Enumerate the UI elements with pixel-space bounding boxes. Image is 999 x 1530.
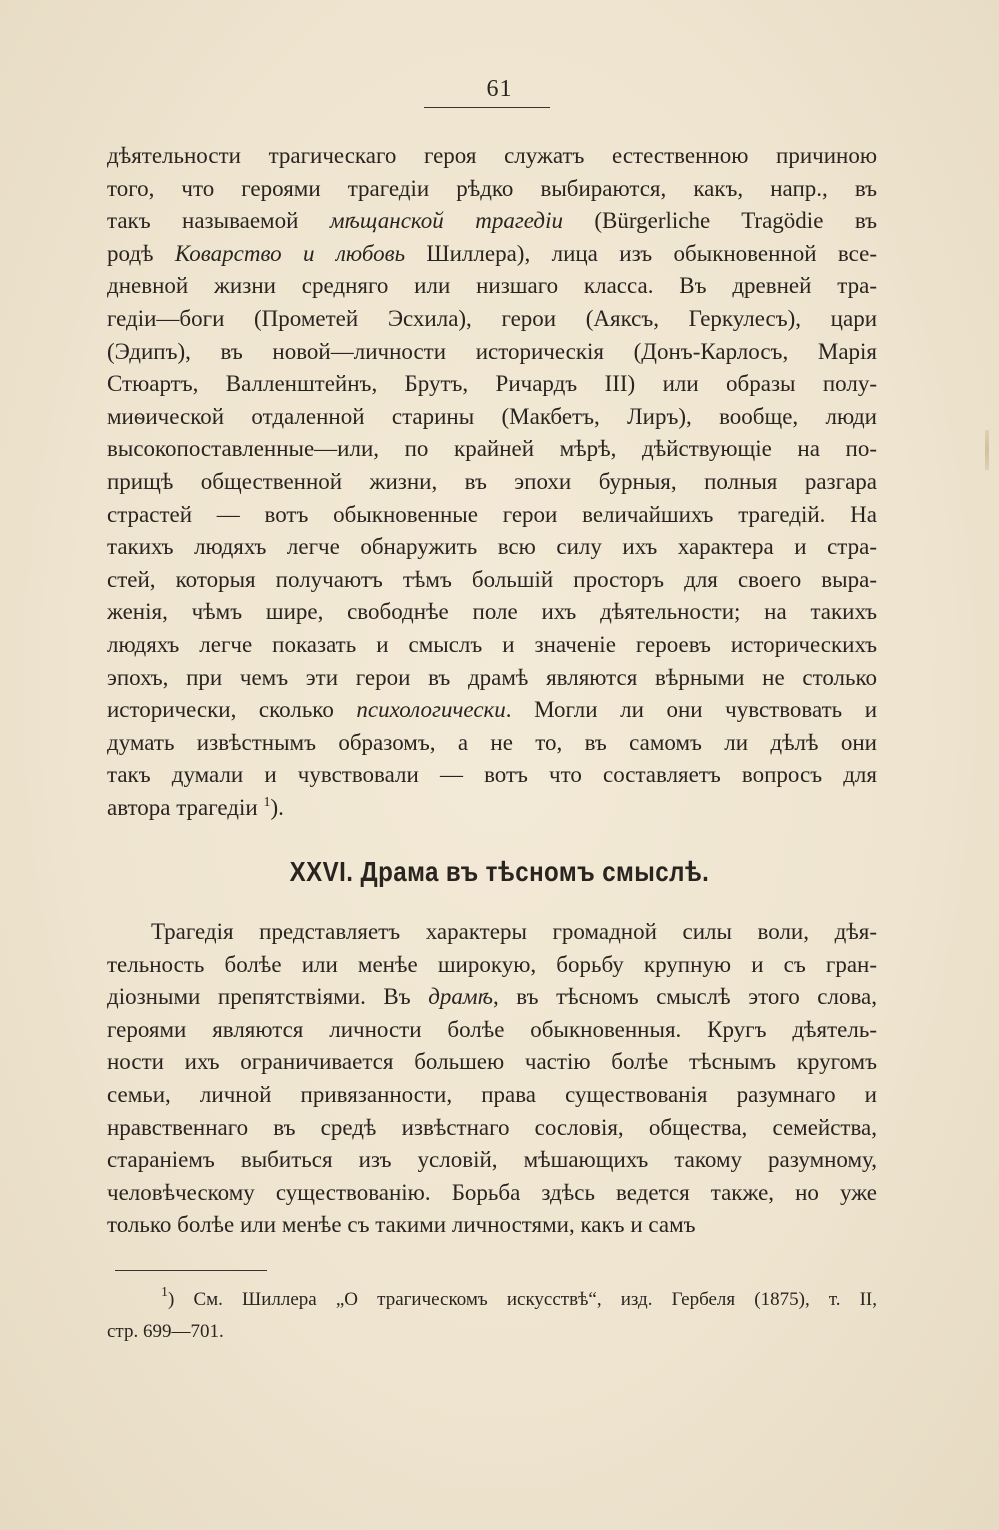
text-line: нравственнаго въ средѣ извѣстнаго сословія, общества, семейства, bbox=[107, 1114, 877, 1140]
text-line: героями являются личности болѣе обыкновенныя. Кругъ дѣятель- bbox=[107, 1016, 877, 1042]
text-line: стр. 699—701. bbox=[107, 1321, 224, 1342]
text-line: миѳической отдаленной старины (Макбетъ, Лиръ), вообще, люди bbox=[107, 403, 877, 429]
text-line: такъ называемой мѣщанской трагедіи (Bürgerliche Tragödie въ bbox=[107, 208, 877, 234]
italic-text: драмѣ bbox=[428, 984, 493, 1010]
text-line: гедіи—боги (Прометей Эсхила), герои (Аяксъ, Геркулесъ), цари bbox=[107, 305, 877, 331]
text-line: того, что героями трагедіи рѣдко выбираются, какъ, напр., въ bbox=[107, 175, 877, 201]
text-line: человѣческому существованію. Борьба здѣсь ведется также, но уже bbox=[107, 1179, 877, 1205]
text-line: тельность болѣе или менѣе широкую, борьбу крупную и съ гран- bbox=[107, 951, 877, 977]
text-line: только болѣе или менѣе съ такими личностями, какъ и самъ bbox=[107, 1212, 696, 1238]
footnote-marker: 1 bbox=[161, 1285, 168, 1300]
text-line: такихъ людяхъ легче обнаружить всю силу ихъ характера и стра- bbox=[107, 534, 877, 560]
footnote-marker: 1 bbox=[263, 794, 271, 810]
page-edge-mark bbox=[985, 430, 989, 470]
text-line: дневной жизни средняго или низшаго класса. Въ древней тра- bbox=[107, 273, 877, 299]
text-line: (Эдипъ), въ новой—личности историческія (Донъ-Карлосъ, Марія bbox=[107, 338, 877, 364]
text-line: ности ихъ ограничивается большею частію болѣе тѣснымъ кругомъ bbox=[107, 1049, 877, 1075]
italic-text: психологически bbox=[356, 697, 506, 723]
text-line: Трагедія представляетъ характеры громадной силы воли, дѣя- bbox=[151, 919, 877, 944]
text-line: исторически, сколько психологически. Могли ли они чувствовать и bbox=[107, 697, 877, 723]
text-line: діозными препятствіями. Въ драмѣ, въ тѣсномъ смыслѣ этого слова, bbox=[107, 984, 877, 1010]
page-number: 61 bbox=[486, 76, 513, 102]
page-number-rule bbox=[424, 107, 550, 108]
text-line: страстей — вотъ обыкновенные герои величайшихъ трагедій. На bbox=[107, 501, 877, 527]
footnote bbox=[107, 1284, 877, 1348]
italic-text: мѣщанской трагедіи bbox=[329, 208, 563, 234]
text-line: стараніемъ выбиться изъ условій, мѣшающихъ такому разумному, bbox=[107, 1147, 877, 1173]
text-line: $^1$) См. Шиллера „О трагическомъ искусствѣ“, изд. Гербеля (1875), т. II, bbox=[161, 1285, 877, 1310]
text-line: автора трагедіи $^1$). bbox=[107, 794, 284, 820]
text-line: стей, которыя получаютъ тѣмъ большій просторъ для своего выра- bbox=[107, 566, 877, 592]
paragraph-2 bbox=[107, 916, 877, 1242]
text-line: высокопоставленные—или, по крайней мѣрѣ, дѣйствующіе на по- bbox=[107, 436, 877, 462]
text-line: людяхъ легче показать и смыслъ и значеніе героевъ историческихъ bbox=[107, 631, 877, 657]
text-line: думать извѣстнымъ образомъ, а не то, въ самомъ ли дѣлѣ они bbox=[107, 729, 877, 755]
section-heading: XXVI. Драма въ тѣсномъ смыслѣ. bbox=[289, 856, 710, 887]
footnote-rule bbox=[115, 1270, 267, 1271]
text-line: семьи, личной привязанности, права существованія разумнаго и bbox=[107, 1081, 877, 1107]
italic-text: Коварство и любовь bbox=[174, 240, 406, 266]
text-line: такъ думали и чувствовали — вотъ что составляетъ вопросъ для bbox=[107, 762, 877, 788]
paragraph-1 bbox=[107, 140, 877, 824]
text-line: эпохъ, при чемъ эти герои въ драмѣ являются вѣрными не столько bbox=[107, 664, 877, 690]
text-line: родѣ Коварство и любовь Шиллера), лица изъ обыкновенной все- bbox=[107, 240, 877, 266]
text-line: дѣятельности трагическаго героя служатъ естественною причиною bbox=[107, 143, 877, 168]
text-line: прищѣ общественной жизни, въ эпохи бурныя, полныя разгара bbox=[107, 468, 877, 494]
text-line: Стюартъ, Валленштейнъ, Брутъ, Ричардъ III) или образы полу- bbox=[107, 371, 877, 397]
text-line: женія, чѣмъ шире, свободнѣе поле ихъ дѣятельности; на такихъ bbox=[107, 599, 877, 625]
